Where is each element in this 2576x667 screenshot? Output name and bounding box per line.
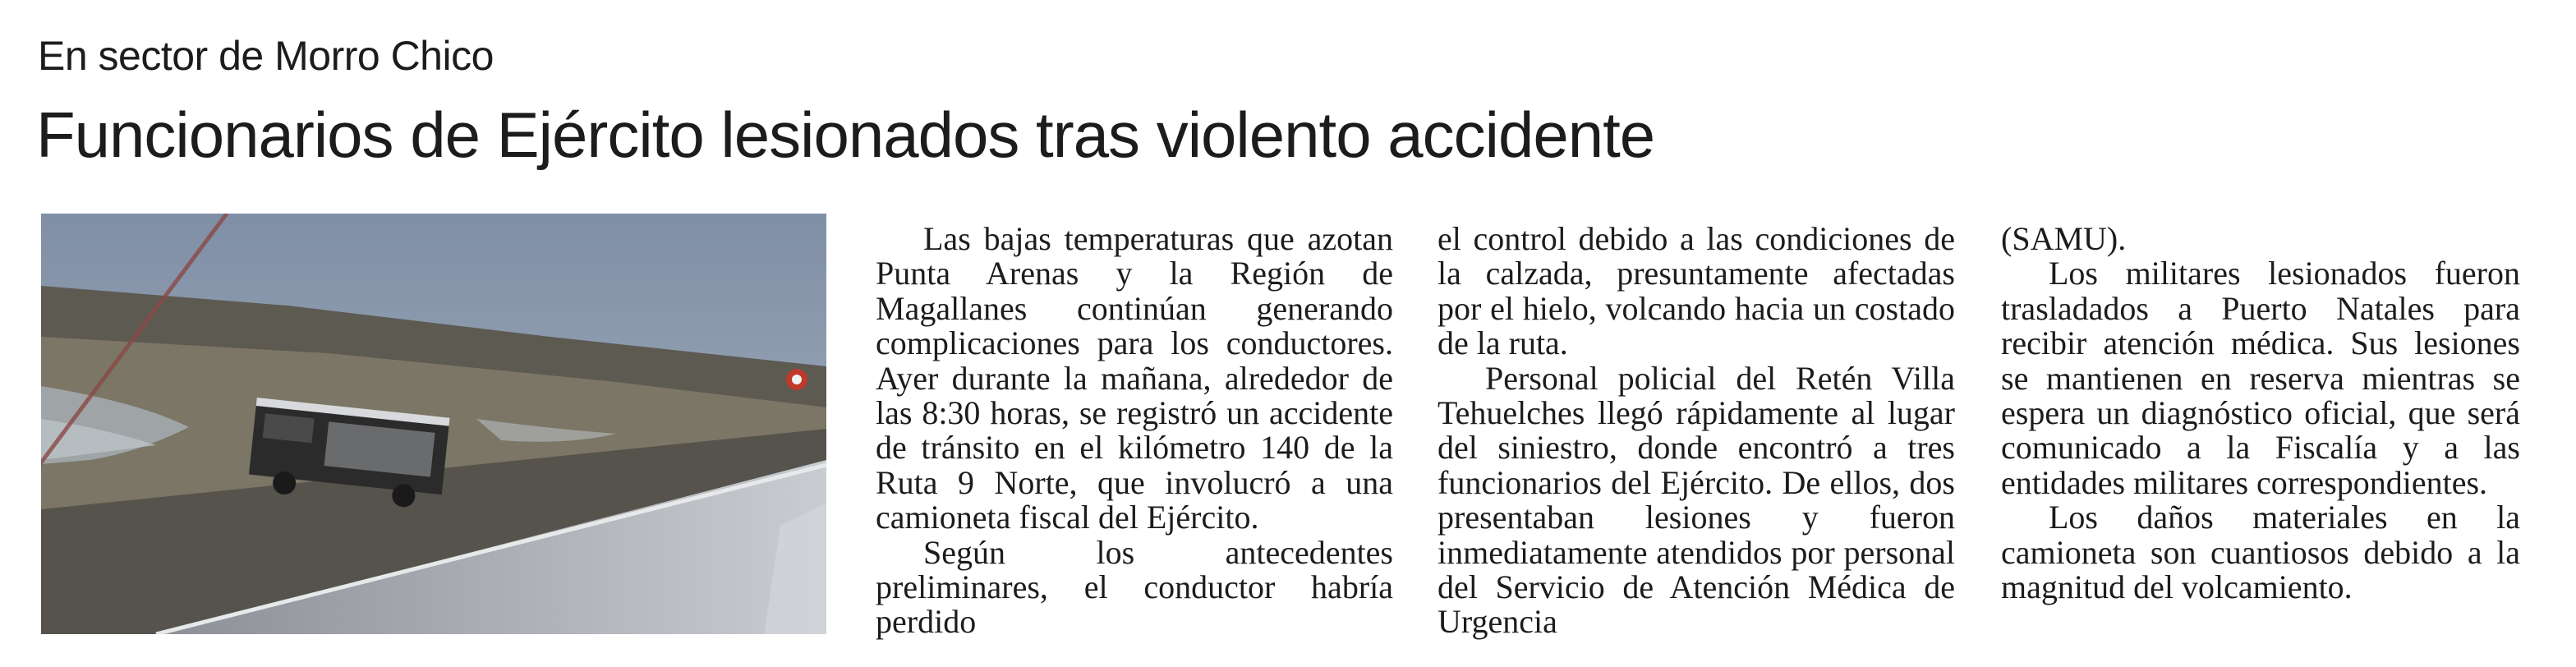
article-headline: Funcionarios de Ejército lesionados tras violento accidente — [36, 99, 1655, 171]
article-column-3 — [2001, 222, 2520, 605]
column-2-paragraph-1: el control debido a las condiciones de la calzada, presuntamente afectadas por el hielo, volcando hacia un costado de la ruta. — [1438, 220, 1955, 362]
column-1-paragraph-1: Las bajas temperaturas que azotan Punta Arenas y la Región de Magallanes continúan generando complicaciones para los conductores. Ayer durante la mañana, alrededor de las 8:30 horas, se registró un accidente de tránsito en el kilómetro 140 de la Ruta 9 Norte, que involucró a una camioneta fiscal del Ejército. — [876, 220, 1393, 536]
overturned-truck-photo — [41, 214, 826, 634]
article-kicker: En sector de Morro Chico — [38, 33, 494, 79]
column-3-paragraph-2: Los militares lesionados fueron trasladados a Puerto Natales para recibir atención médica. Sus lesiones se mantienen en reserva mientras se espera un diagnóstico oficial, que será comunicado a la Fiscalía y a las entidades militares correspondientes. — [2001, 255, 2520, 501]
column-3-paragraph-1: (SAMU). — [2001, 220, 2127, 257]
column-2-paragraph-2: Personal policial del Retén Villa Tehuelches llegó rápidamente al lugar del siniestro, donde encontró a tres funcionarios del Ejército. De ellos, dos presentaban lesiones y fueron inmediatamente atendidos por personal del Servicio de Atención Médica de Urgencia — [1438, 359, 1955, 641]
article-column-2 — [1438, 222, 1955, 640]
article-photo — [41, 214, 826, 634]
column-3-paragraph-3: Los daños materiales en la camioneta son cuantiosos debido a la magnitud del volcamiento. — [2001, 499, 2520, 606]
article-column-1 — [876, 222, 1393, 640]
column-1-paragraph-2: Según los antecedentes preliminares, el conductor habría perdido — [876, 533, 1393, 641]
